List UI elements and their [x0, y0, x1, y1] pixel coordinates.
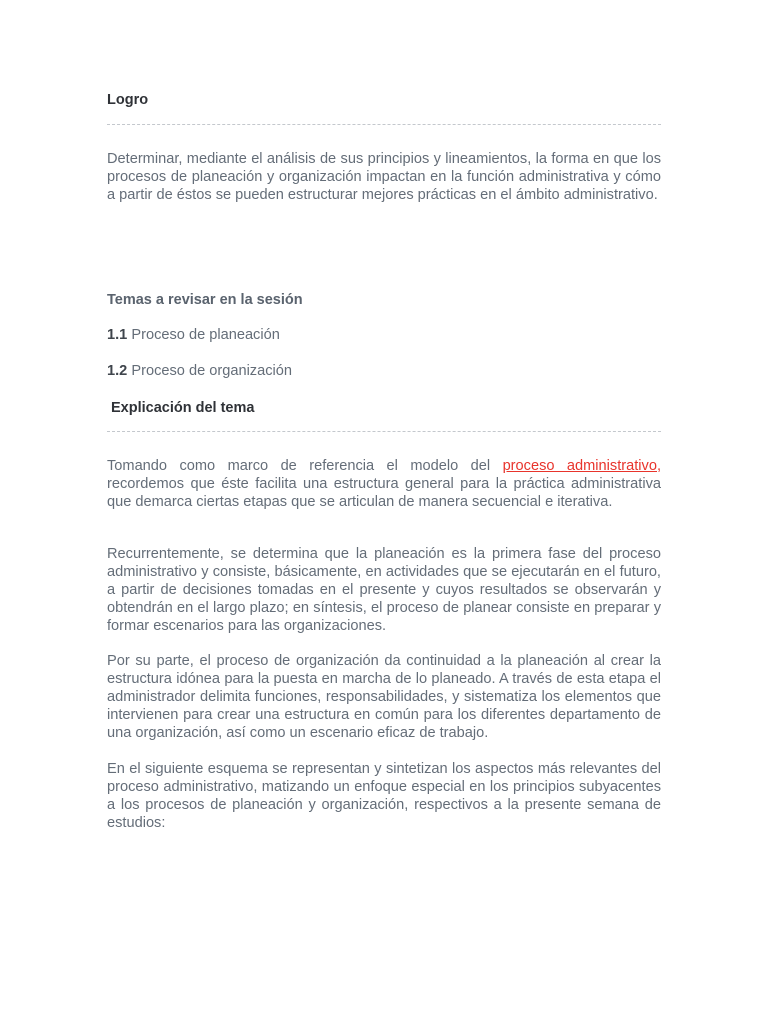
explicacion-title: Explicación del tema	[111, 400, 255, 416]
logro-text: Determinar, mediante el análisis de sus principios y lineamientos, la forma en que los procesos de planeación y organización impactan en la función administrativa y cómo a partir de éstos se pueden estructurar mejores prácticas en el ámbito administrativo.	[107, 151, 661, 204]
paragraph-3: Por su parte, el proceso de organización da continuidad a la planeación al crear la estructura idónea para la puesta en marcha de lo planeado. A través de esta etapa el administrador delimita funciones, responsabilidades, y sistematiza los elementos que intervienen para crear una estructura en común para los diferentes departamento de una organización, así como un escenario eficaz de trabajo.	[107, 653, 661, 742]
proceso-administrativo-link[interactable]: proceso administrativo,	[502, 458, 661, 474]
explicacion-divider	[107, 431, 661, 432]
temas-title: Temas a revisar en la sesión	[107, 292, 303, 308]
topic-number: 1.1	[107, 327, 128, 343]
topic-label: Proceso de organización	[131, 363, 292, 379]
paragraph-1	[107, 457, 661, 511]
paragraph-2: Recurrentemente, se determina que la planeación es la primera fase del proceso administrativo y consiste, básicamente, en actividades que se ejecutarán en el futuro, a partir de decisiones tomadas en el presente y cuyos resultados se observarán y obtendrán en el largo plazo; en síntesis, el proceso de planear consiste en preparar y formar escenarios para las organizaciones.	[107, 546, 661, 635]
topic-label: Proceso de planeación	[131, 327, 280, 343]
topic-number: 1.2	[107, 363, 128, 379]
paragraph-4: En el siguiente esquema se representan y sintetizan los aspectos más relevantes del proceso administrativo, matizando un enfoque especial en los principios subyacentes a los procesos de planeación y organización, respectivos a la presente semana de estudios:	[107, 761, 661, 832]
logro-title: Logro	[107, 92, 149, 108]
topic-item-1	[107, 327, 661, 343]
topic-item-2	[107, 363, 661, 379]
logro-divider	[107, 124, 661, 125]
paragraph-1-end: recordemos que éste facilita una estructura general para la práctica administrativa que demarca ciertas etapas que se articulan de manera secuencial e iterativa.	[107, 476, 661, 511]
paragraph-1-start: Tomando como marco de referencia el modelo del	[107, 458, 503, 474]
